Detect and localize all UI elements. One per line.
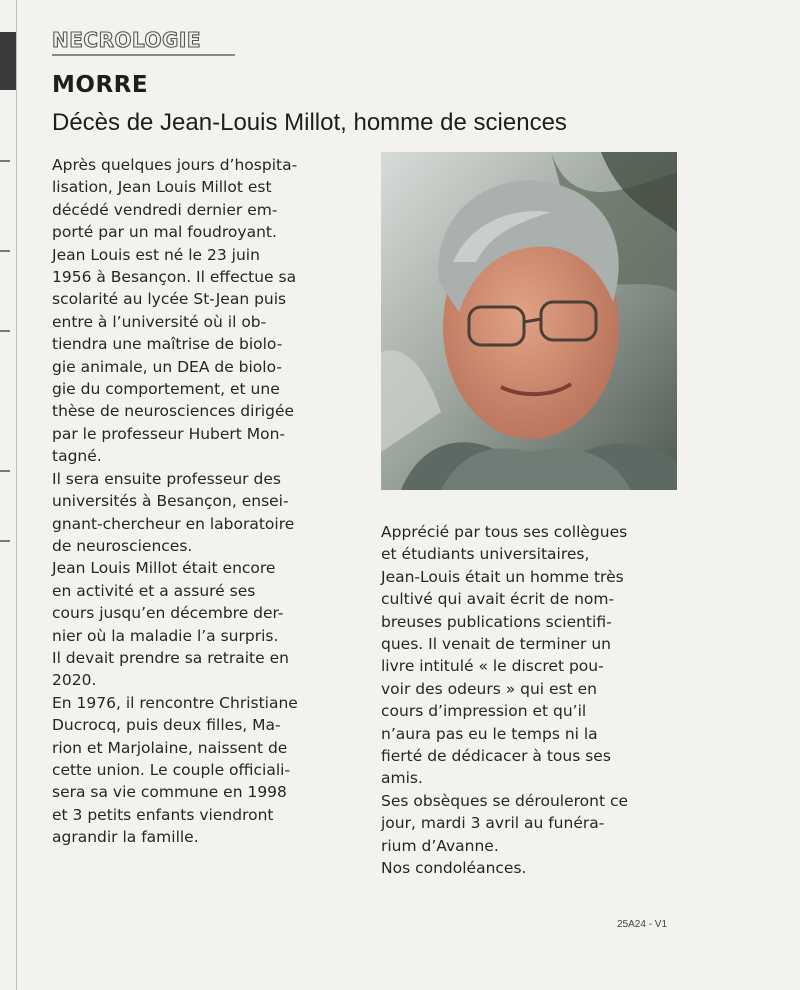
article-text-line: cultivé qui avait écrit de nom- bbox=[381, 590, 615, 609]
adjacent-column-bar bbox=[0, 32, 16, 90]
article-text-line: gie du comportement, et une bbox=[52, 380, 280, 399]
article-text-line: Jean-Louis était un homme très bbox=[381, 567, 624, 586]
edition-code: 25A24 - V1 bbox=[617, 919, 668, 930]
adjacent-column-mark bbox=[0, 470, 10, 472]
article-text-line: nier où la maladie l’a surpris. bbox=[52, 626, 279, 645]
article-text-line: En 1976, il rencontre Christiane bbox=[52, 693, 298, 712]
article-text-line: cette union. Le couple officiali- bbox=[52, 760, 291, 779]
article-text-line: de neurosciences. bbox=[52, 536, 193, 555]
article-text-line: porté par un mal foudroyant. bbox=[52, 223, 277, 242]
article-text-line: 1956 à Besançon. Il effectue sa bbox=[52, 268, 297, 287]
article-text-line: tagné. bbox=[52, 447, 102, 466]
article-text-line: en activité et a assuré ses bbox=[52, 581, 256, 600]
adjacent-column-mark bbox=[0, 160, 10, 162]
article-text-line: gie animale, un DEA de biolo- bbox=[52, 357, 282, 376]
article-text-line: par le professeur Hubert Mon- bbox=[52, 424, 286, 443]
article-text-line: voir des odeurs » qui est en bbox=[381, 679, 597, 698]
article-text-line: fierté de dédicacer à tous ses bbox=[381, 747, 611, 766]
adjacent-column-mark bbox=[0, 250, 10, 252]
article-text-line: rium d’Avanne. bbox=[381, 836, 499, 855]
article-text-line: tiendra une maîtrise de biolo- bbox=[52, 335, 283, 354]
article-text-line: entre à l’université où il ob- bbox=[52, 312, 267, 331]
portrait-illustration bbox=[381, 152, 677, 490]
article-text-line: Il devait prendre sa retraite en bbox=[52, 648, 289, 667]
article-text-line: scolarité au lycée St-Jean puis bbox=[52, 290, 287, 309]
place-heading: MORRE bbox=[52, 72, 149, 98]
article-text-line: amis. bbox=[381, 769, 423, 788]
article-text-line: agrandir la famille. bbox=[52, 828, 199, 847]
article-headline: Décès de Jean-Louis Millot, homme de sciences bbox=[52, 109, 567, 136]
article-text-line: Ses obsèques se dérouleront ce bbox=[381, 791, 629, 810]
article-text-line: Après quelques jours d’hospita- bbox=[52, 156, 298, 174]
article-text-line: ques. Il venait de terminer un bbox=[381, 635, 612, 654]
article-text-line: rion et Marjolaine, naissent de bbox=[52, 738, 288, 757]
article-text-line: thèse de neurosciences dirigée bbox=[52, 402, 295, 421]
article-text-line: cours jusqu’en décembre der- bbox=[52, 604, 284, 623]
article-text-line: n’aura pas eu le temps ni la bbox=[381, 724, 598, 743]
article-text-line: et étudiants universitaires, bbox=[381, 545, 590, 564]
article-text-line: Nos condoléances. bbox=[381, 859, 527, 878]
article-text-line: lisation, Jean Louis Millot est bbox=[52, 178, 272, 197]
article-text-line: Jean Louis Millot était encore bbox=[52, 559, 276, 578]
portrait-photo bbox=[381, 152, 677, 490]
article-text-line: Ducrocq, puis deux filles, Ma- bbox=[52, 716, 281, 735]
section-rule bbox=[52, 54, 235, 56]
adjacent-column-edge bbox=[0, 0, 17, 990]
adjacent-column-mark bbox=[0, 540, 10, 542]
article-text-line: breuses publications scientifi- bbox=[381, 612, 612, 631]
article-text-line: et 3 petits enfants viendront bbox=[52, 805, 274, 824]
article-text-line: livre intitulé « le discret pou- bbox=[381, 657, 604, 676]
article-text-line: Apprécié par tous ses collègues bbox=[381, 523, 628, 541]
article-text-line: sera sa vie commune en 1998 bbox=[52, 783, 287, 802]
article-text-line: 2020. bbox=[52, 671, 97, 690]
article-text-line: gnant-chercheur en laboratoire bbox=[52, 514, 295, 533]
article-text-line: Jean Louis est né le 23 juin bbox=[52, 245, 260, 264]
article-text-line: universités à Besançon, ensei- bbox=[52, 492, 289, 511]
article-column-left bbox=[52, 154, 352, 849]
article-text-line: décédé vendredi dernier em- bbox=[52, 200, 278, 219]
article-column-right bbox=[381, 521, 681, 880]
adjacent-column-mark bbox=[0, 330, 10, 332]
section-label: NECROLOGIE bbox=[52, 28, 202, 52]
article-text-line: cours d’impression et qu’il bbox=[381, 702, 587, 721]
article-text-line: Il sera ensuite professeur des bbox=[52, 469, 281, 488]
article-text-line: jour, mardi 3 avril au funéra- bbox=[381, 814, 605, 833]
